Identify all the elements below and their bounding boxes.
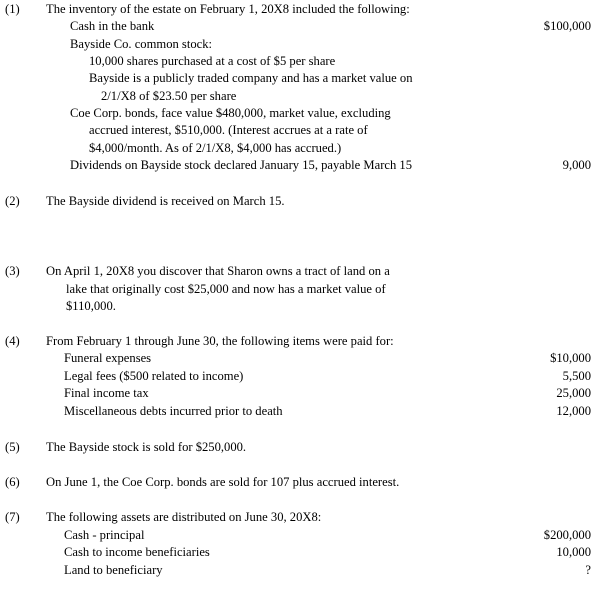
item-3-line-lake: lake that originally cost $25,000 and now has a market value of: [66, 282, 386, 296]
item-4-line-income-tax: Final income tax: [64, 386, 149, 400]
item-1-line-bayside-shares: 10,000 shares purchased at a cost of $5 per share: [89, 54, 336, 68]
item-6-number: (6): [5, 475, 20, 489]
item-7-amount-cash-principal: $200,000: [543, 528, 591, 542]
item-1-line-bayside-market: Bayside is a publicly traded company and has a market value on: [89, 71, 413, 85]
item-4-line-misc-debts: Miscellaneous debts incurred prior to death: [64, 404, 283, 418]
item-2-intro: The Bayside dividend is received on March 15.: [46, 194, 285, 208]
item-2-number: (2): [5, 194, 20, 208]
item-4-amount-legal: 5,500: [562, 369, 591, 383]
item-1-line-cash: Cash in the bank: [70, 19, 155, 33]
item-7-line-cash-principal: Cash - principal: [64, 528, 145, 542]
item-1-amount-cash: $100,000: [543, 19, 591, 33]
item-3-number: (3): [5, 264, 20, 278]
item-7-number: (7): [5, 510, 20, 524]
item-3-line-value: $110,000.: [66, 299, 116, 313]
item-7-line-cash-income: Cash to income beneficiaries: [64, 545, 210, 559]
item-1-line-coe-interest: accrued interest, $510,000. (Interest accrues at a rate of: [89, 123, 368, 137]
item-4-line-legal: Legal fees ($500 related to income): [64, 369, 244, 383]
item-1-amount-dividends: 9,000: [562, 158, 591, 172]
item-1-number: (1): [5, 2, 20, 16]
item-1-line-dividends: Dividends on Bayside stock declared January 15, payable March 15: [70, 158, 413, 172]
item-1-intro: The inventory of the estate on February 1, 20X8 included the following:: [46, 2, 410, 16]
item-1-line-coe-bonds: Coe Corp. bonds, face value $480,000, market value, excluding: [70, 106, 391, 120]
item-7-amount-land: ?: [585, 563, 591, 577]
item-4-amount-income-tax: 25,000: [556, 386, 591, 400]
item-4-intro: From February 1 through June 30, the following items were paid for:: [46, 334, 394, 348]
item-7-amount-cash-income: 10,000: [556, 545, 591, 559]
item-4-amount-misc-debts: 12,000: [556, 404, 591, 418]
item-5-number: (5): [5, 440, 20, 454]
item-3-intro: On April 1, 20X8 you discover that Sharon owns a tract of land on a: [46, 264, 390, 278]
item-1-line-coe-accrued: $4,000/month. As of 2/1/X8, $4,000 has accrued.): [89, 141, 342, 155]
item-7-line-land: Land to beneficiary: [64, 563, 163, 577]
item-1-line-bayside-price: 2/1/X8 of $23.50 per share: [101, 89, 237, 103]
item-1-line-bayside-heading: Bayside Co. common stock:: [70, 37, 213, 51]
item-6-intro: On June 1, the Coe Corp. bonds are sold for 107 plus accrued interest.: [46, 475, 400, 489]
item-7-intro: The following assets are distributed on June 30, 20X8:: [46, 510, 322, 524]
item-5-intro: The Bayside stock is sold for $250,000.: [46, 440, 247, 454]
item-4-amount-funeral: $10,000: [550, 351, 591, 365]
item-4-line-funeral: Funeral expenses: [64, 351, 152, 365]
item-4-number: (4): [5, 334, 20, 348]
